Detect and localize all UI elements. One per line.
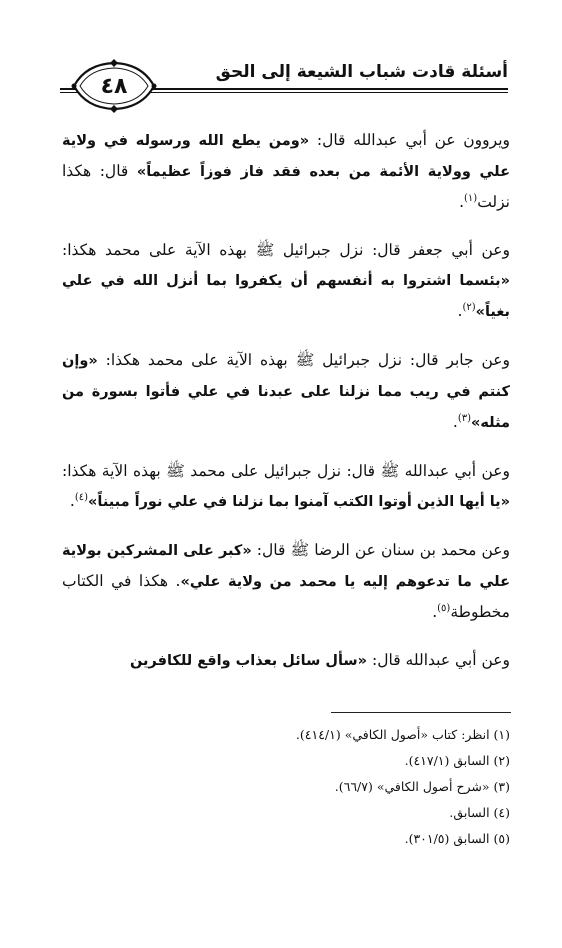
footnote-ref[interactable]: (٤) [74, 491, 89, 503]
paragraph-end: . [457, 302, 463, 320]
quoted-verse: «ومن يطع الله ورسوله في ولاية علي وولاية الأئمة من بعده فقد فاز فوزاً عظيماً» [62, 133, 510, 180]
footnote-ref[interactable]: (١) [464, 192, 478, 204]
footnote-ref[interactable]: (٣) [457, 412, 472, 424]
paragraph [62, 125, 510, 217]
footnote-item: (٣) «شرح أصول الكافي» (٦٦/٧). [334, 779, 510, 794]
paragraph-intro: وعن أبي عبدالله ﷺ قال: نزل جبرائيل على محمد ﷺ بهذه الآية هكذا: [62, 462, 510, 480]
paragraph-intro: وعن محمد بن سنان عن الرضا ﷺ قال: [251, 541, 511, 559]
footnote-separator [331, 712, 511, 713]
page-number: ٤٨ [100, 73, 128, 99]
paragraph-intro: وعن أبي جعفر قال: نزل جبرائيل ﷺ بهذه الآية على محمد هكذا: [62, 241, 510, 259]
paragraph [62, 345, 510, 438]
paragraph-intro: وعن جابر قال: نزل جبرائيل ﷺ بهذه الآية على محمد هكذا: [97, 351, 510, 369]
paragraph-intro: ويروون عن أبي عبدالله قال: [309, 131, 510, 149]
paragraph [62, 535, 510, 627]
paragraph [62, 235, 510, 327]
footnote-item: (٥) السابق (٣٠١/٥). [404, 831, 510, 846]
footnote-ref[interactable]: (٢) [462, 301, 476, 313]
footnote-item: (٢) السابق (٤١٧/١). [404, 753, 510, 768]
quoted-verse: «بئسما اشتروا به أنفسهم أن يكفروا بما أنزل الله في علي بغياً» [62, 273, 510, 320]
paragraph-end: . [452, 413, 458, 431]
paragraph-outro: . هكذا في الكتاب مخطوطة [62, 572, 510, 621]
paragraph-end: . [459, 193, 464, 211]
quoted-verse: «يا أيها الذين أوتوا الكتب آمنوا بما نزلنا في علي نوراً مبيناً» [88, 494, 510, 510]
quoted-verse: «سأل سائل بعذاب واقع للكافرين [129, 653, 368, 669]
running-title: أسئلة قادت شباب الشيعة إلى الحق [208, 62, 508, 82]
footnote-ref[interactable]: (٥) [437, 602, 451, 614]
footnotes [62, 722, 510, 852]
paragraph-outro: قال: هكذا نزلت [62, 162, 510, 211]
main-text [62, 125, 510, 694]
paragraph-end: . [432, 603, 438, 621]
footnote-item: (١) انظر: كتاب «أصول الكافي» (٤١٤/١). [295, 727, 510, 742]
paragraph [62, 456, 510, 517]
page-header [60, 58, 508, 114]
footnote-item: (٤) السابق. [449, 805, 510, 820]
paragraph-end: . [69, 492, 75, 510]
quoted-verse: «كبر على المشركين بولاية علي ما تدعوهم إليه يا محمد من ولاية علي» [62, 543, 510, 590]
paragraph-intro: وعن أبي عبدالله قال: [367, 651, 510, 669]
paragraph [62, 645, 510, 676]
quoted-verse: «وإن كنتم في ريب مما نزلنا على عبدنا في علي فأتوا بسورة من مثله» [62, 353, 510, 431]
